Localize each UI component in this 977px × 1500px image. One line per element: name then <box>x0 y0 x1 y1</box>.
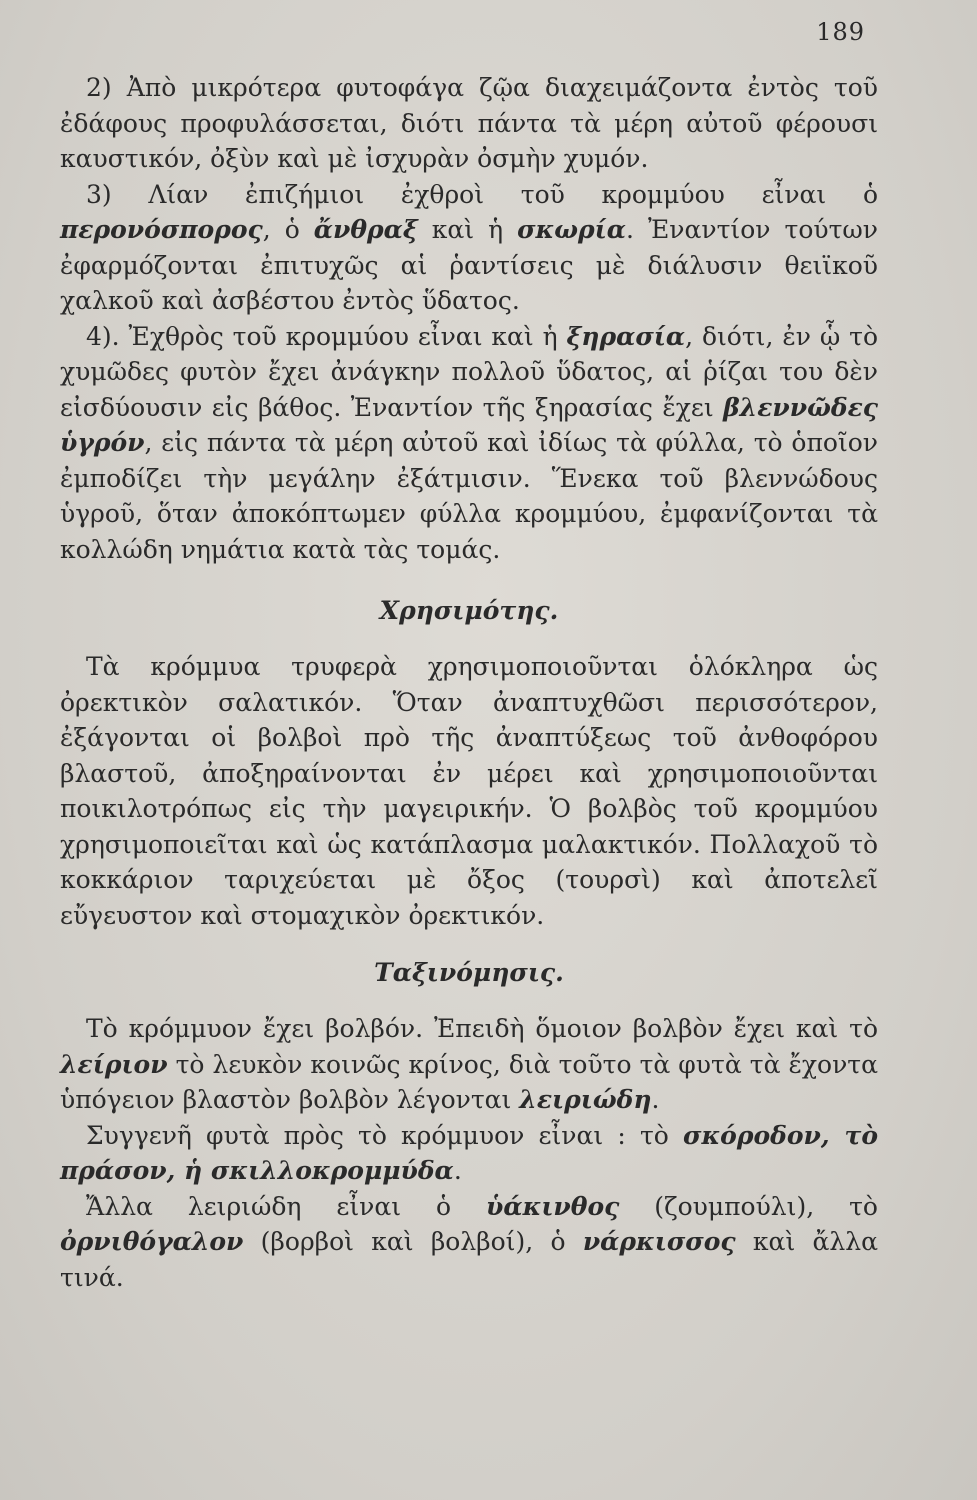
paragraph-text: (βορβοὶ καὶ βολβοί), ὁ <box>243 1227 583 1256</box>
paragraph-pest-4 <box>60 319 878 568</box>
paragraph-classification-1 <box>60 1011 878 1118</box>
paragraph-text: , διότι, ἐν ᾧ τὸ χυμῶδες φυτὸν ἔχει ἀνάγκην πολλοῦ ὕδατος, αἱ ῥίζαι του δὲν εἰσδύουσιν εἰς βάθος. Ἐναντίον τῆς ξηρασίας ἔχει <box>60 321 879 422</box>
paragraph-text: καὶ ἄλλα τινά. <box>60 1227 878 1292</box>
paragraph-text: . <box>651 1085 660 1114</box>
paragraph-pest-3 <box>60 177 878 319</box>
term-anthrax: ἄνθραξ <box>313 215 418 244</box>
paragraph-text: , ὁ <box>262 215 314 244</box>
term-leiriode: λειριώδη <box>519 1085 652 1114</box>
term-peronospora: περονόσπορος <box>60 215 263 244</box>
paragraph-text: (ζουμπούλι), τὸ <box>619 1191 878 1221</box>
paragraph-text: . <box>453 1156 462 1185</box>
paragraph-text: Συγγενῆ φυτὰ πρὸς τὸ κρόμμυον εἶναι : τὸ <box>86 1120 684 1150</box>
paragraph-text: τὸ λευκὸν κοινῶς κρίνος, διὰ τοῦτο τὰ φυτὰ τὰ ἔχοντα ὑπόγειον βλαστὸν βολβὸν λέγονται <box>60 1049 878 1114</box>
term-blennodes-ygron: βλεννῶδες ὑγρόν <box>60 392 878 457</box>
term-related-plants: σκόροδον, τὸ πράσον, ἡ σκιλλοκρομμύδα <box>60 1120 878 1185</box>
paragraph-text: Τὸ κρόμμυον ἔχει βολβόν. Ἐπειδὴ ὅμοιον βολβὸν ἔχει καὶ τὸ <box>86 1014 878 1043</box>
paragraph-text: 4). Ἐχθρὸς τοῦ κρομμύου εἶναι καὶ ἡ <box>86 321 567 351</box>
term-narkissos: νάρκισσος <box>582 1227 736 1256</box>
paragraph-classification-2 <box>60 1118 878 1189</box>
section-heading-classification: Ταξινόμησις. <box>374 958 564 987</box>
paragraph-text: Ἄλλα λειριώδη εἶναι ὁ <box>86 1191 486 1221</box>
term-ornithogalon: ὀρνιθόγαλον <box>60 1227 244 1256</box>
term-skoria: σκωρία <box>517 215 627 244</box>
paragraph-text: , εἰς πάντα τὰ μέρη αὐτοῦ καὶ ἰδίως τὰ φύλλα, τὸ ὁποῖον ἐμποδίζει τὴν μεγάλην ἐξάτμισιν. Ἕνεκα τοῦ βλεννώδους ὑγροῦ, ὅταν ἀποκόπτωμεν φύλλα κρομμύου, ἐμφανίζονται τὰ κολλώδη νημάτια κατὰ τὰς τομάς. <box>60 428 878 564</box>
page-content <box>60 70 878 1295</box>
paragraph-usefulness <box>60 649 878 933</box>
paragraph-text: καὶ ἡ <box>417 215 518 244</box>
paragraph-text: Τὰ κρόμμυα τρυφερὰ χρησιμοποιοῦνται ὁλόκληρα ὡς ὀρεκτικὸν σαλατικόν. Ὅταν ἀναπτυχθῶσι περισσότερον, ἐξάγονται οἱ βολβοὶ πρὸ τῆς ἀναπτύξεως τοῦ ἀνθοφόρου βλαστοῦ, ἀποξηραίνονται ἐν μέρει καὶ χρησιμοποιοῦνται ποικιλοτρόπως εἰς τὴν μαγειρικήν. Ὁ βολβὸς τοῦ κρομμύου χρησιμοποιεῖται καὶ ὡς κατάπλασμα μαλακτικόν. Πολλαχοῦ τὸ κοκκάριον ταριχεύεται μὲ ὄξος (τουρσὶ) καὶ ἀποτελεῖ εὔγευστον καὶ στομαχικὸν ὀρεκτικόν. <box>60 652 878 930</box>
paragraph-text: . Ἐναντίον τούτων ἐφαρμόζονται ἐπιτυχῶς αἱ ῥαντίσεις μὲ διάλυσιν θειϊκοῦ χαλκοῦ καὶ ἀσβέστου ἐντὸς ὕδατος. <box>60 215 878 315</box>
term-leirion: λείριον <box>60 1049 168 1079</box>
term-xerasia: ξηρασία <box>566 321 686 351</box>
paragraph-pest-2 <box>60 70 878 177</box>
paragraph-classification-3 <box>60 1189 878 1296</box>
term-yakinthos: ὑάκινθος <box>486 1191 620 1221</box>
paragraph-text: 3) Λίαν ἐπιζήμιοι ἐχθροὶ τοῦ κρομμύου εἶναι ὁ <box>86 179 878 209</box>
page-number: 189 <box>816 18 865 46</box>
paragraph-text: 2) Ἀπὸ μικρότερα φυτοφάγα ζῷα διαχειμάζοντα ἐντὸς τοῦ ἐδάφους προφυλάσσεται, διότι πάντα τὰ μέρη αὐτοῦ φέρουσι καυστικόν, ὀξὺν καὶ μὲ ἰσχυρὰν ὀσμὴν χυμόν. <box>60 73 878 173</box>
section-heading-usefulness: Χρησιμότης. <box>379 596 559 625</box>
